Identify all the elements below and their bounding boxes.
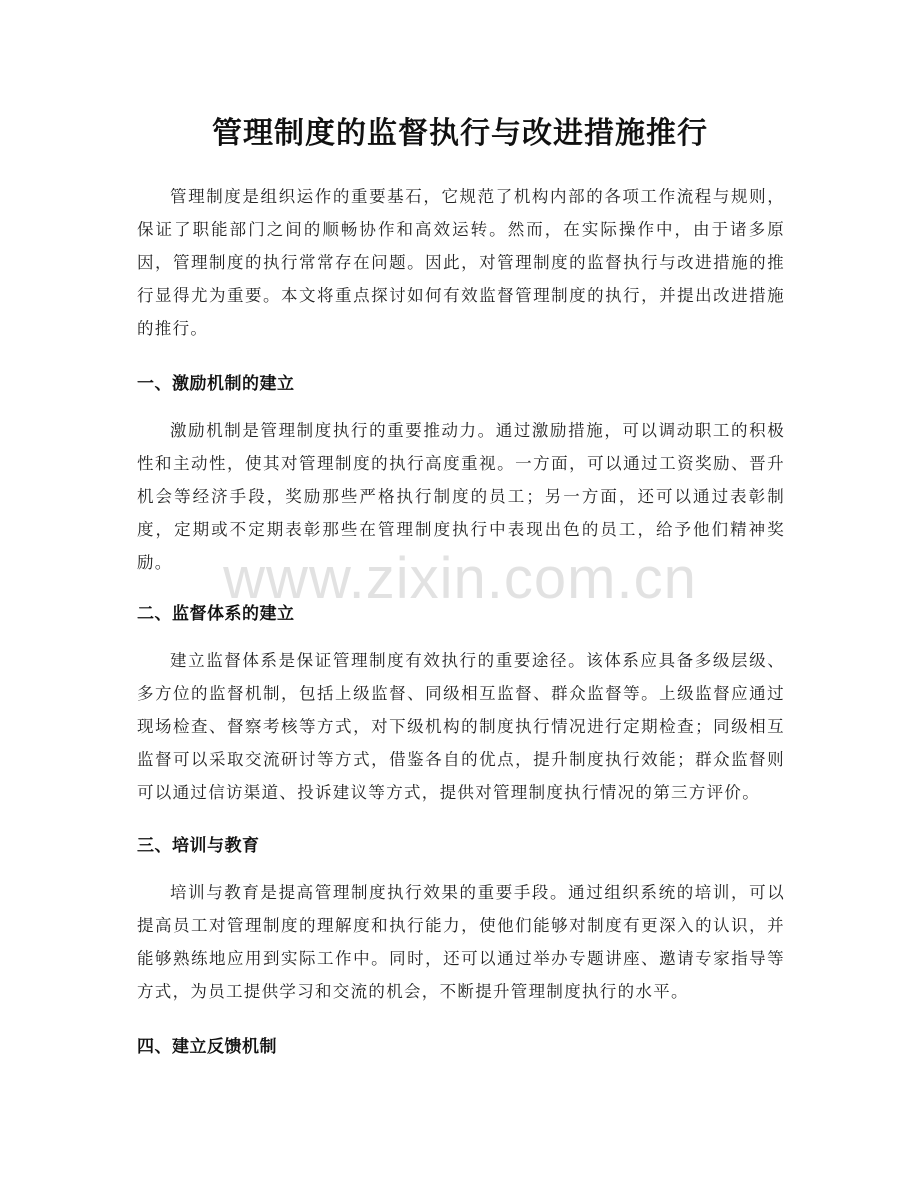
intro-paragraph: 管理制度是组织运作的重要基石，它规范了机构内部的各项工作流程与规则，保证了职能部门之间的顺畅协作和高效运转。然而，在实际操作中，由于诸多原因，管理制度的执行常常存在问题。因此，对管理制度的监督执行与改进措施的推行显得尤为重要。本文将重点探讨如何有效监督管理制度的执行，并提出改进措施的推行。	[137, 187, 785, 338]
section-heading-incentive: 一、激励机制的建立	[137, 374, 295, 394]
watermark: www.zixin.com.cn	[223, 546, 697, 611]
section-heading-training: 三、培训与教育	[137, 836, 260, 856]
document-title: 管理制度的监督执行与改进措施推行	[212, 116, 708, 151]
document-body	[137, 180, 785, 1057]
section-heading-supervision: 二、监督体系的建立	[137, 604, 295, 624]
section-paragraph-incentive: 激励机制是管理制度执行的重要推动力。通过激励措施，可以调动职工的积极性和主动性，使其对管理制度的执行高度重视。一方面，可以通过工资奖励、晋升机会等经济手段，奖励那些严格执行制度的员工；另一方面，还可以通过表彰制度，定期或不定期表彰那些在管理制度执行中表现出色的员工，给予他们精神奖励。	[137, 421, 785, 572]
section-paragraph-training: 培训与教育是提高管理制度执行效果的重要手段。通过组织系统的培训，可以提高员工对管理制度的理解度和执行能力，使他们能够对制度有更深入的认识，并能够熟练地应用到实际工作中。同时，还可以通过举办专题讲座、邀请专家指导等方式，为员工提供学习和交流的机会，不断提升管理制度执行的水平。	[137, 883, 785, 1001]
section-paragraph-supervision: 建立监督体系是保证管理制度有效执行的重要途径。该体系应具备多级层级、多方位的监督机制，包括上级监督、同级相互监督、群众监督等。上级监督应通过现场检查、督察考核等方式，对下级机构的制度执行情况进行定期检查；同级相互监督可以采取交流研讨等方式，借鉴各自的优点，提升制度执行效能；群众监督则可以通过信访渠道、投诉建议等方式，提供对管理制度执行情况的第三方评价。	[137, 651, 785, 802]
section-heading-feedback: 四、建立反馈机制	[137, 1037, 277, 1057]
